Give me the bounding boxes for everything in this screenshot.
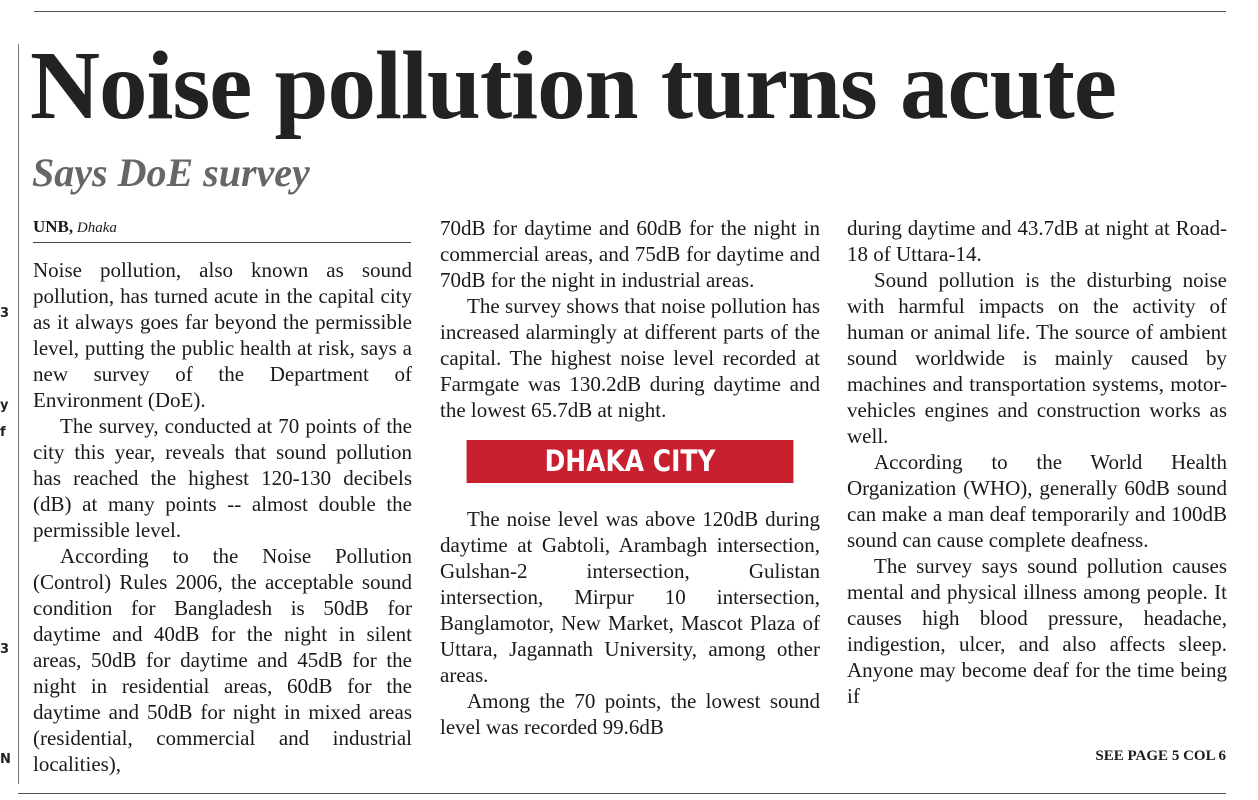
article-column-1 xyxy=(33,257,412,777)
section-banner: DHAKA CITY xyxy=(467,440,794,483)
paragraph: Among the 70 points, the lowest sound level was recorded 99.6dB xyxy=(440,689,820,739)
paragraph: The survey, conducted at 70 points of the city this year, reveals that sound pollution has reached the highest 120-130 decibels (dB) at many points -- almost double the permissible level. xyxy=(33,414,412,542)
adjacent-article-fragment: 3 xyxy=(0,306,10,321)
top-rule xyxy=(34,11,1226,12)
subheadline: Says DoE survey xyxy=(32,150,310,195)
article-column-3 xyxy=(847,215,1227,709)
byline-place: Dhaka xyxy=(76,220,117,236)
paragraph: Noise pollution, also known as sound pollution, has turned acute in the capital city as it always goes far beyond the permissible level, putting the public health at risk, says a new survey of the Department of Environment (DoE). xyxy=(33,258,412,412)
paragraph: during daytime and 43.7dB at night at Road-18 of Uttara-14. xyxy=(847,216,1227,266)
adjacent-article-fragment: f xyxy=(0,425,6,440)
paragraph: The noise level was above 120dB during daytime at Gabtoli, Arambagh intersection, Gulshan-2 intersection, Gulistan intersection, Mirpur 10 intersection, Banglamotor, New Market, Mascot Plaza of Uttara, Jagannath University, among other areas. xyxy=(440,507,820,687)
headline: Noise pollution turns acute xyxy=(30,32,1116,139)
paragraph: The survey shows that noise pollution has increased alarmingly at different parts of the capital. The highest noise level recorded at Farmgate was 130.2dB during daytime and the lowest 65.7dB at night. xyxy=(440,294,820,422)
byline xyxy=(33,217,411,243)
adjacent-article-fragment: 3 xyxy=(0,642,10,657)
paragraph: Sound pollution is the disturbing noise with harmful impacts on the activity of human or animal life. The source of ambient sound worldwide is mainly caused by machines and transportation systems, motor-vehicles engines and construction works as well. xyxy=(847,268,1227,448)
paragraph: According to the World Health Organization (WHO), generally 60dB sound can make a man deaf temporarily and 100dB sound can cause complete deafness. xyxy=(847,450,1227,552)
continuation-note: SEE PAGE 5 COL 6 xyxy=(1095,748,1226,764)
adjacent-article-fragment: y xyxy=(0,398,9,413)
paragraph: The survey says sound pollution causes mental and physical illness among people. It causes high blood pressure, headache, indigestion, ulcer, and also affects sleep. Anyone may become deaf for the time being if xyxy=(847,554,1227,708)
bottom-rule xyxy=(18,793,1226,794)
byline-agency: UNB, xyxy=(33,217,74,236)
adjacent-article-fragment: N xyxy=(0,752,11,767)
column-divider-left xyxy=(18,44,19,784)
paragraph: According to the Noise Pollution (Control) Rules 2006, the acceptable sound condition for Bangladesh is 50dB for daytime and 40dB for the night in silent areas, 50dB for daytime and 45dB for the night in residential areas, 60dB for the daytime and 50dB for night in mixed areas (residential, commercial and industrial localities), xyxy=(33,544,412,776)
article-column-2 xyxy=(440,215,820,740)
paragraph: 70dB for daytime and 60dB for the night in commercial areas, and 75dB for daytime and 70dB for the night in industrial areas. xyxy=(440,216,820,292)
